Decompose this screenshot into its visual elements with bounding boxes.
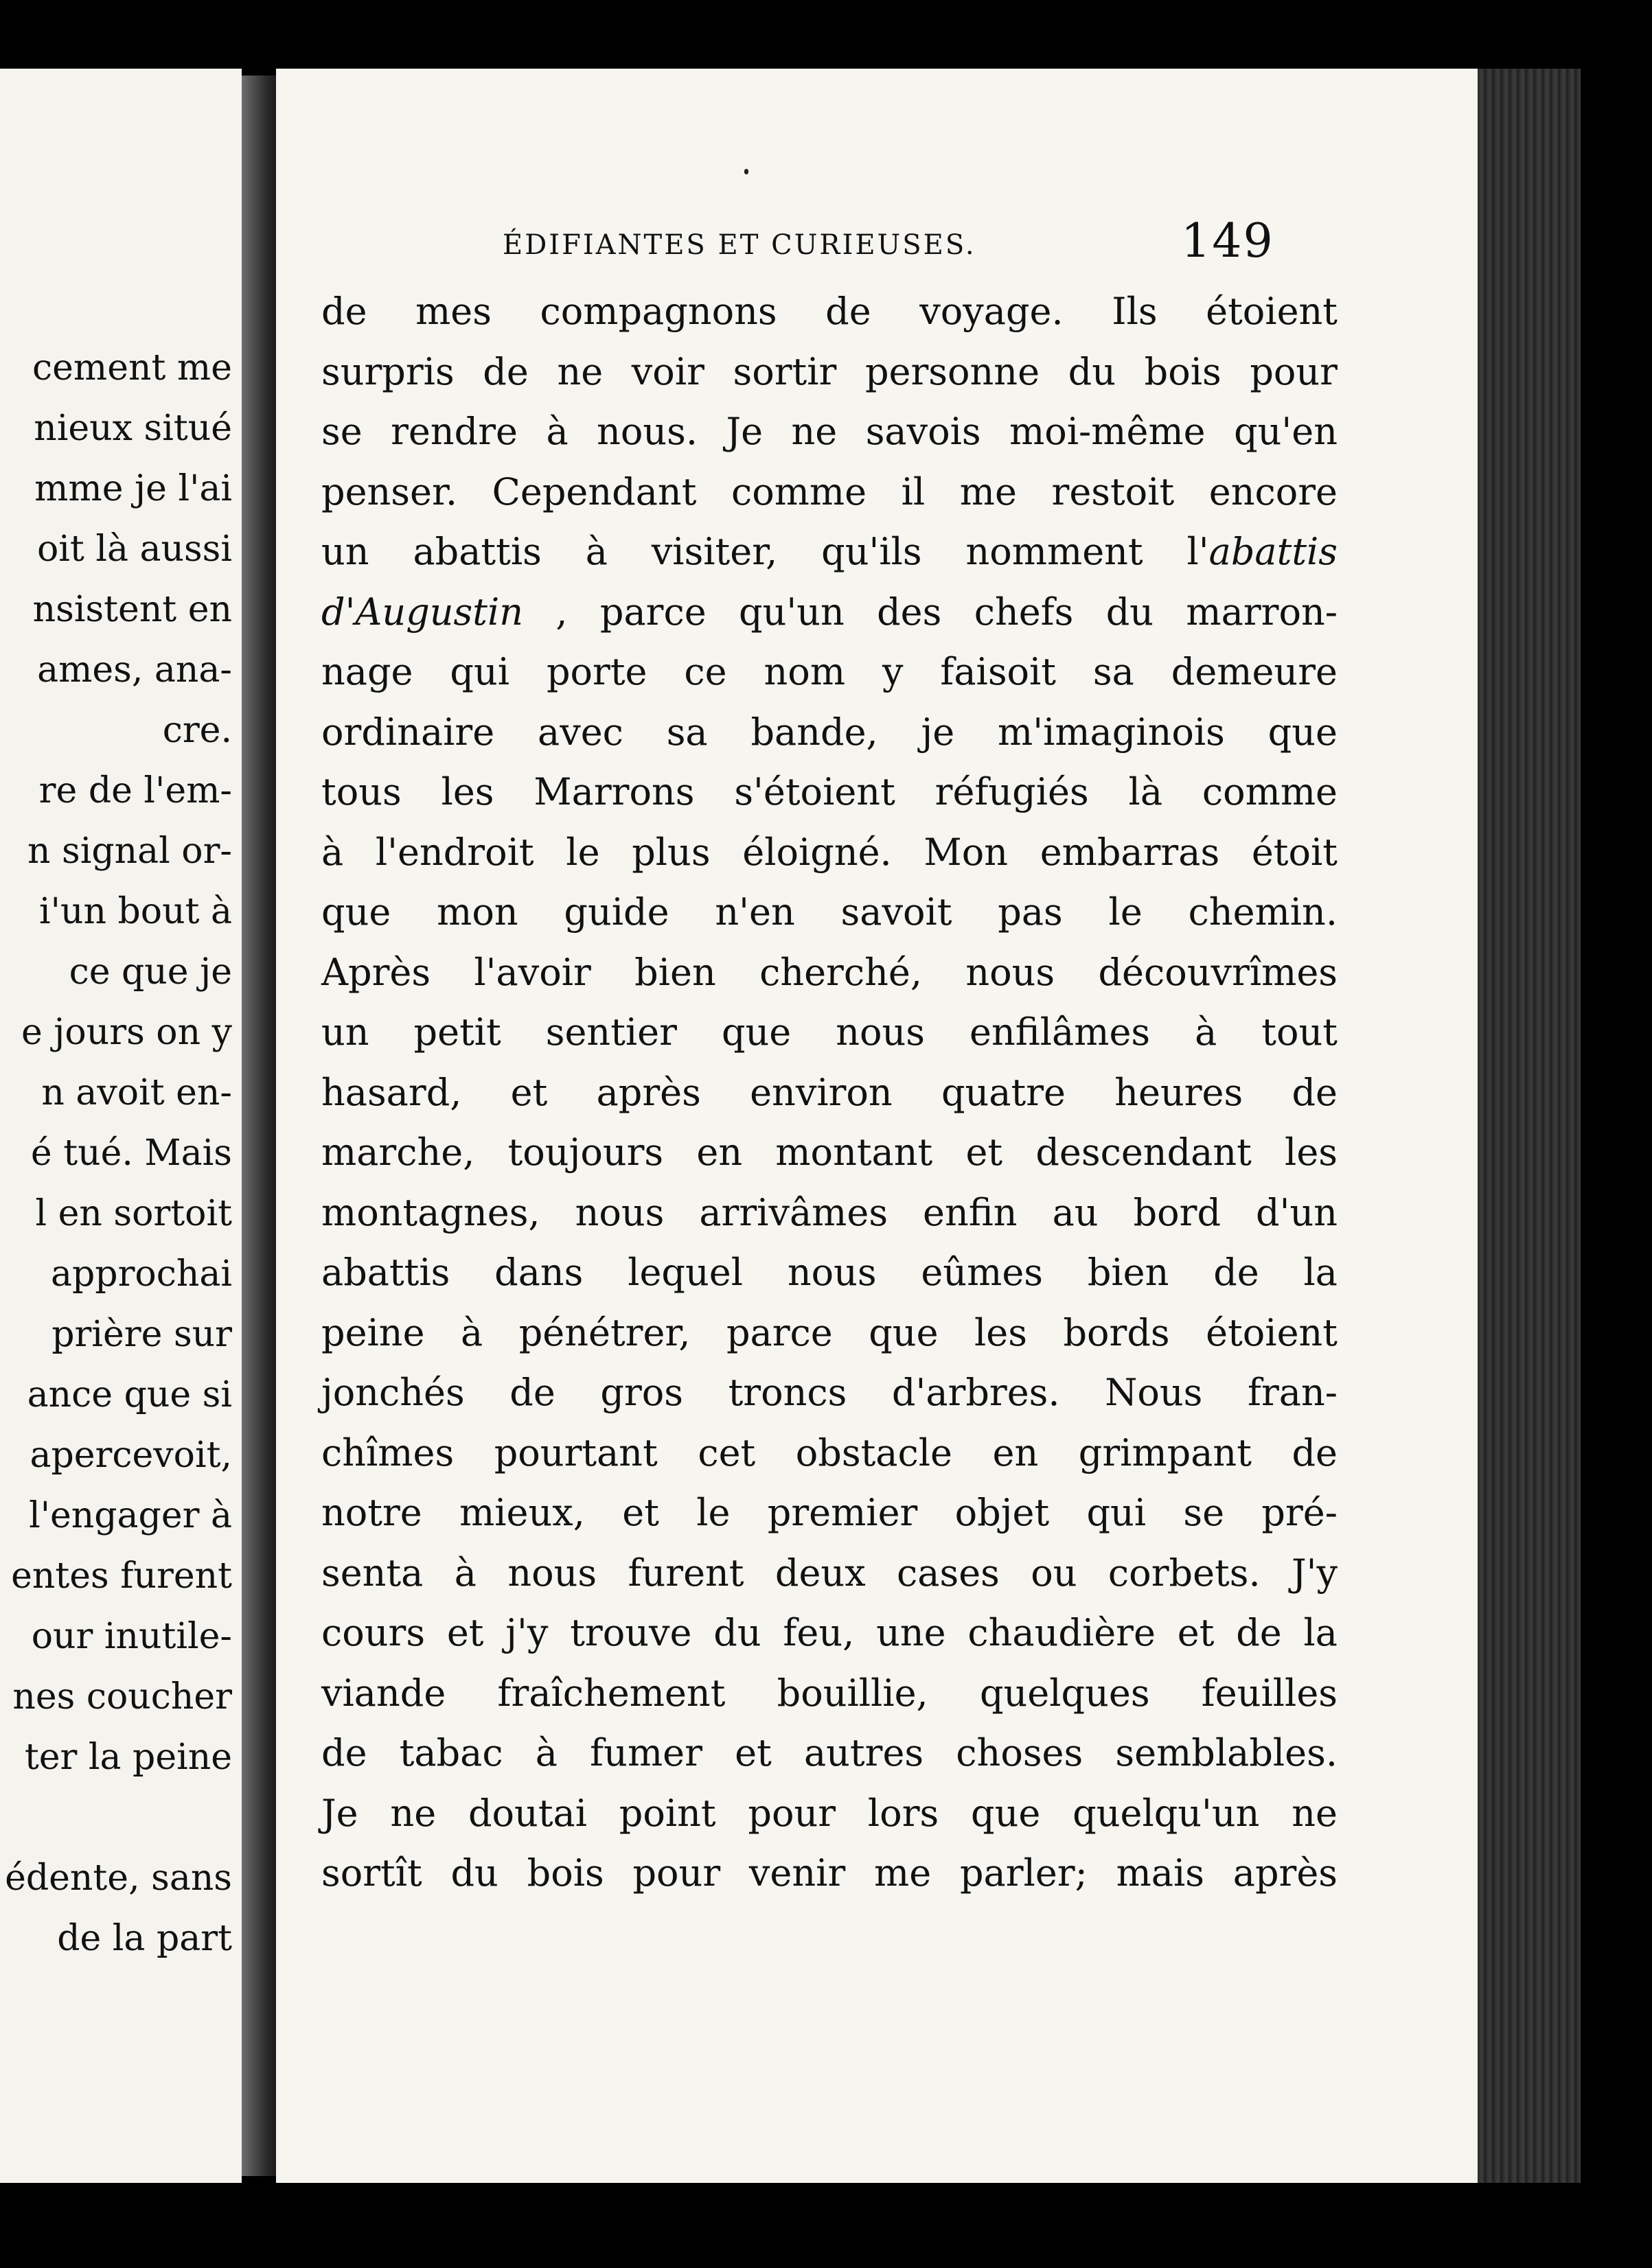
left-page-line: n signal or-	[27, 831, 232, 872]
italic-text-segment: d'Augustin	[321, 590, 523, 634]
left-page-line: ter la peine	[24, 1737, 232, 1778]
text-line: marche, toujours en montant et descendant les	[321, 1131, 1338, 1174]
page-number: 149	[1181, 214, 1274, 268]
text-line: jonchés de gros troncs d'arbres. Nous fran-	[321, 1371, 1338, 1414]
left-page-line: ames, ana-	[37, 649, 232, 691]
left-page-line: cre.	[162, 710, 232, 751]
left-page-line: ce que je	[69, 951, 232, 993]
left-page-line: apercevoit,	[30, 1435, 232, 1476]
text-line: ordinaire avec sa bande, je m'imaginois que	[321, 710, 1338, 754]
text-line: surpris de ne voir sortir personne du bois pour	[321, 349, 1338, 393]
left-page-line: de la part	[57, 1918, 232, 1959]
running-head-title: ÉDIFIANTES ET CURIEUSES.	[503, 229, 976, 261]
text-line: à l'endroit le plus éloigné. Mon embarras étoit	[321, 830, 1338, 874]
left-page-line: é tué. Mais	[30, 1133, 232, 1174]
left-page-line: re de l'em-	[38, 770, 232, 811]
text-line: nage qui porte ce nom y faisoit sa demeure	[321, 650, 1338, 693]
ink-speck	[744, 169, 748, 174]
text-line: chîmes pourtant cet obstacle en grimpant de	[321, 1431, 1338, 1474]
text-line: sortît du bois pour venir me parler; mais après	[321, 1851, 1338, 1895]
text-line: de tabac à fumer et autres choses semblables.	[321, 1731, 1338, 1774]
left-page-gap	[0, 1787, 232, 1848]
text-line: se rendre à nous. Je ne savois moi-même qu'en	[321, 410, 1338, 453]
left-page-line: nes coucher	[12, 1676, 232, 1717]
text-line: de mes compagnons de voyage. Ils étoient	[321, 290, 1338, 333]
left-page-line: nieux situé	[34, 408, 232, 449]
left-page-text	[0, 338, 232, 1969]
text-line: un petit sentier que nous enfilâmes à tout	[321, 1010, 1338, 1054]
text-line: viande fraîchement bouillie, quelques feuilles	[321, 1671, 1338, 1715]
text-line	[321, 522, 1338, 582]
text-line: tous les Marrons s'étoient réfugiés là comme	[321, 770, 1338, 813]
left-page-line: e jours on y	[21, 1012, 232, 1053]
left-page-line: prière sur	[51, 1314, 232, 1355]
left-page-line: our inutile-	[31, 1616, 232, 1657]
italic-text-segment: abattis	[1208, 530, 1338, 573]
left-page-line: nsistent en	[32, 589, 232, 630]
left-page-line: ance que si	[27, 1374, 232, 1415]
left-page-line: approchai	[51, 1253, 232, 1295]
text-line: peine à pénétrer, parce que les bords étoient	[321, 1310, 1338, 1354]
text-line: senta à nous furent deux cases ou corbets. J'y	[321, 1551, 1338, 1595]
left-page-line: n avoit en-	[41, 1072, 232, 1113]
text-line: penser. Cependant comme il me restoit encore	[321, 470, 1338, 513]
left-page-line: entes furent	[11, 1555, 232, 1597]
left-page-line: l'engager à	[29, 1495, 232, 1536]
text-segment: , parce qu'un des chefs du marron-	[523, 590, 1338, 634]
text-line: montagnes, nous arrivâmes enfin au bord d'un	[321, 1190, 1338, 1234]
text-line: cours et j'y trouve du feu, une chaudière et de la	[321, 1611, 1338, 1654]
text-line: que mon guide n'en savoit pas le chemin.	[321, 890, 1338, 934]
running-head	[503, 214, 1274, 269]
left-page-line: oit là aussi	[36, 529, 232, 570]
left-page-line: l en sortoit	[35, 1193, 232, 1234]
page-edges	[1478, 69, 1581, 2183]
text-line: notre mieux, et le premier objet qui se pré-	[321, 1491, 1338, 1534]
text-line: hasard, et après environ quatre heures de	[321, 1070, 1338, 1114]
text-line: Après l'avoir bien cherché, nous découvrîmes	[321, 950, 1338, 994]
left-page-line: édente, sans	[5, 1858, 232, 1899]
text-line: Je ne doutai point pour lors que quelqu'un ne	[321, 1791, 1338, 1835]
left-page-line: cement me	[32, 347, 232, 389]
left-page	[0, 69, 242, 2183]
left-page-line: mme je l'ai	[34, 468, 232, 509]
text-segment: un abattis à visiter, qu'ils nomment l'	[321, 530, 1209, 573]
body-text	[321, 281, 1338, 1903]
text-line	[321, 582, 1338, 643]
right-page	[276, 69, 1478, 2183]
left-page-line: i'un bout à	[39, 891, 232, 932]
text-line: abattis dans lequel nous eûmes bien de la	[321, 1251, 1338, 1294]
